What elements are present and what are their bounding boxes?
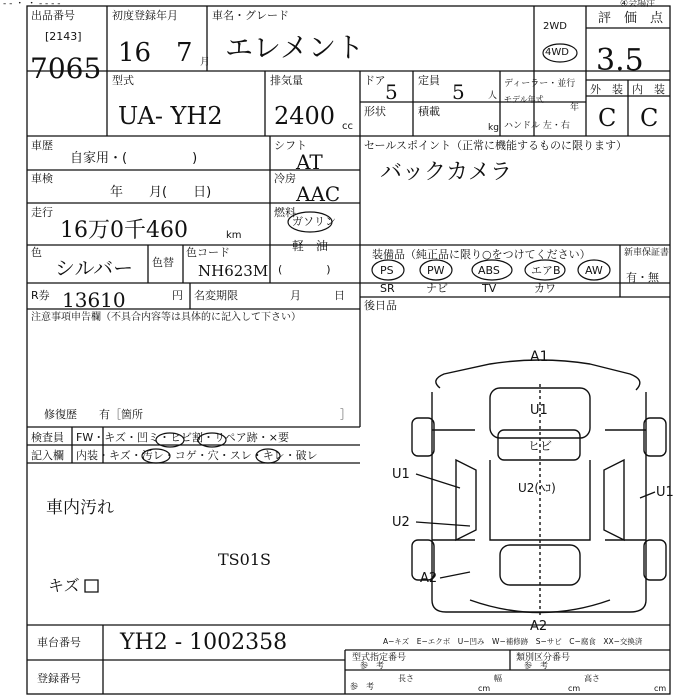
model-label: 型式	[112, 74, 134, 87]
ac-label: 冷房	[274, 172, 296, 185]
lot-bracket: [2143]	[45, 30, 82, 43]
model-code: UA- YH2	[118, 102, 223, 130]
inspector-label: 検査員	[31, 431, 64, 444]
top-marks: - - ・ ・ - - - -	[3, 0, 61, 9]
cm-unit-1: cm	[478, 684, 491, 693]
inspector-items: FW・キズ・凹ミ・ヒビ割・リペア跡・×要	[76, 431, 289, 444]
doors-label: ドア	[364, 74, 386, 87]
equip-kawa: カワ	[534, 282, 556, 295]
recycle-label: R券	[31, 289, 50, 302]
diagram-label-left3: A2	[420, 571, 438, 586]
swap-label: 色替	[152, 256, 174, 269]
mileage-value: 16万0千460	[60, 218, 188, 243]
score-label: 評 価 点	[598, 11, 664, 26]
interior-grade: C	[640, 104, 659, 132]
reg-number-label: 登録番号	[37, 672, 81, 685]
chassis-value: YH2 - 1002358	[120, 630, 288, 655]
entry-items: 内装・キズ・汚レ・コゲ・穴・スレ・キレ・破レ	[76, 449, 318, 462]
displacement-value: 2400	[274, 102, 336, 130]
diagram-label-left2: U2	[392, 515, 410, 530]
recycle-value: 13610	[62, 288, 126, 312]
drive-4wd: 4WD	[545, 47, 569, 58]
notes-label: 注意事項申告欄（不具合内容等は具体的に記入して下さい）	[31, 312, 301, 323]
reg-label: 初度登録年月	[112, 9, 178, 22]
dealer-label: ディーラー・並行	[504, 79, 576, 89]
handwritten-note-2: TS01S	[218, 550, 271, 569]
cm-unit-2: cm	[568, 684, 581, 693]
class-label: 類別区分番号	[516, 653, 571, 663]
drive-2wd: 2WD	[543, 21, 567, 32]
displacement-label: 排気量	[270, 74, 303, 87]
color-label: 色	[31, 246, 42, 259]
history-label: 車歴	[31, 139, 53, 152]
person-unit: 人	[488, 91, 498, 101]
fuel-label: 燃料	[274, 206, 296, 219]
model-year-label: モデル年式	[504, 95, 544, 104]
after-label: 後日品	[364, 299, 397, 312]
shift-value: AT	[296, 150, 323, 174]
yen-unit: 円	[172, 289, 183, 302]
fuel-other: 軽 油	[292, 239, 329, 253]
capacity-label: 定員	[418, 74, 440, 87]
repair-close: ］	[340, 408, 351, 421]
inspection-value: 年 月( 日)	[110, 185, 212, 200]
reg-year: 16	[118, 38, 152, 68]
equip-aw: AW	[585, 264, 603, 277]
doors-value: 5	[385, 80, 398, 104]
width-label: 幅	[494, 674, 502, 683]
fuel-circled: ガソリン	[292, 215, 336, 228]
equip-pw: PW	[427, 264, 445, 277]
load-label: 積載	[418, 105, 440, 118]
diagram-label-glass: ヒビ	[528, 439, 553, 453]
inspection-label: 車検	[31, 172, 53, 185]
diagram-label-roof: U1	[530, 403, 548, 418]
equip-ps: PS	[380, 264, 394, 277]
cert-label: 型式指定番号	[352, 653, 407, 663]
expiry-label: 名変期限	[194, 289, 238, 302]
kg-unit: kg	[488, 123, 499, 133]
reg-month: 7	[176, 38, 193, 68]
capacity-value: 5	[452, 80, 465, 104]
name-label: 車名・グレード	[212, 9, 289, 22]
warranty-label: 新車保証書	[624, 248, 670, 258]
shift-label: シフト	[274, 139, 307, 152]
handwritten-note-1: 車内汚れ	[46, 498, 114, 518]
handle-label: ハンドル 左・右	[504, 121, 570, 131]
diagram-label-top: A1	[530, 349, 549, 365]
repair-label: 修復歴 有［箇所	[44, 408, 143, 421]
color-code-value: NH623M	[198, 262, 269, 280]
fuel-paren: ( )	[278, 263, 331, 276]
equip-airbag: エアB	[531, 264, 561, 277]
diagram-label-left1: U1	[392, 467, 410, 482]
class-ref: 参 考	[524, 661, 548, 670]
km-unit: km	[226, 230, 242, 241]
expiry-value: 月 日	[290, 289, 345, 302]
ac-value: AAC	[296, 182, 341, 206]
cc-unit: cc	[342, 121, 353, 132]
interior-label: 内 装	[632, 83, 665, 96]
shape-label: 形状	[364, 105, 386, 118]
sales-value: バックカメラ	[380, 160, 513, 185]
sales-label: セールスポイント（正常に機能するものに限ります）	[364, 139, 628, 152]
corner-note: ④会場注	[620, 0, 656, 9]
equip-tv: TV	[482, 282, 497, 295]
dims-ref: 参 考	[350, 682, 374, 691]
chassis-label: 車台番号	[37, 636, 81, 649]
length-label: 長さ	[398, 674, 414, 683]
lot-label: 出品番号	[31, 9, 75, 22]
reg-month-unit: 月	[200, 57, 210, 68]
lot-number: 7065	[30, 52, 102, 85]
car-name: エレメント	[225, 31, 365, 64]
cm-unit-3: cm	[654, 684, 667, 693]
year-unit: 年	[570, 103, 580, 113]
equip-navi: ナビ	[426, 282, 448, 295]
history-value: 自家用・( )	[70, 151, 198, 166]
color-code-label: 色コード	[186, 246, 230, 259]
handwritten-note-3: キズ	[48, 576, 80, 595]
footer-legend: A−キズ E−エクボ U−凹み W−補修跡 S−サビ C−腐食 XX−交換済	[383, 637, 643, 646]
diagram-label-bottom: A2	[530, 619, 548, 634]
diagram-label-center: U2(ﾍｺ)	[518, 481, 556, 495]
score-value: 3.5	[596, 43, 644, 78]
equip-sr: SR	[380, 282, 395, 295]
mileage-label: 走行	[31, 206, 53, 219]
warranty-value: 有・無	[626, 271, 659, 284]
cert-ref: 参 考	[360, 661, 384, 670]
exterior-label: 外 装	[590, 83, 623, 96]
exterior-grade: C	[598, 104, 617, 132]
height-label: 高さ	[584, 674, 600, 683]
entry-label: 記入欄	[31, 449, 64, 462]
equipment-label: 装備品（純正品に限り○をつけてください）	[372, 248, 591, 261]
color-value: シルバー	[55, 256, 134, 280]
equip-abs: ABS	[478, 264, 500, 277]
diagram-label-right1: U1	[656, 485, 674, 500]
